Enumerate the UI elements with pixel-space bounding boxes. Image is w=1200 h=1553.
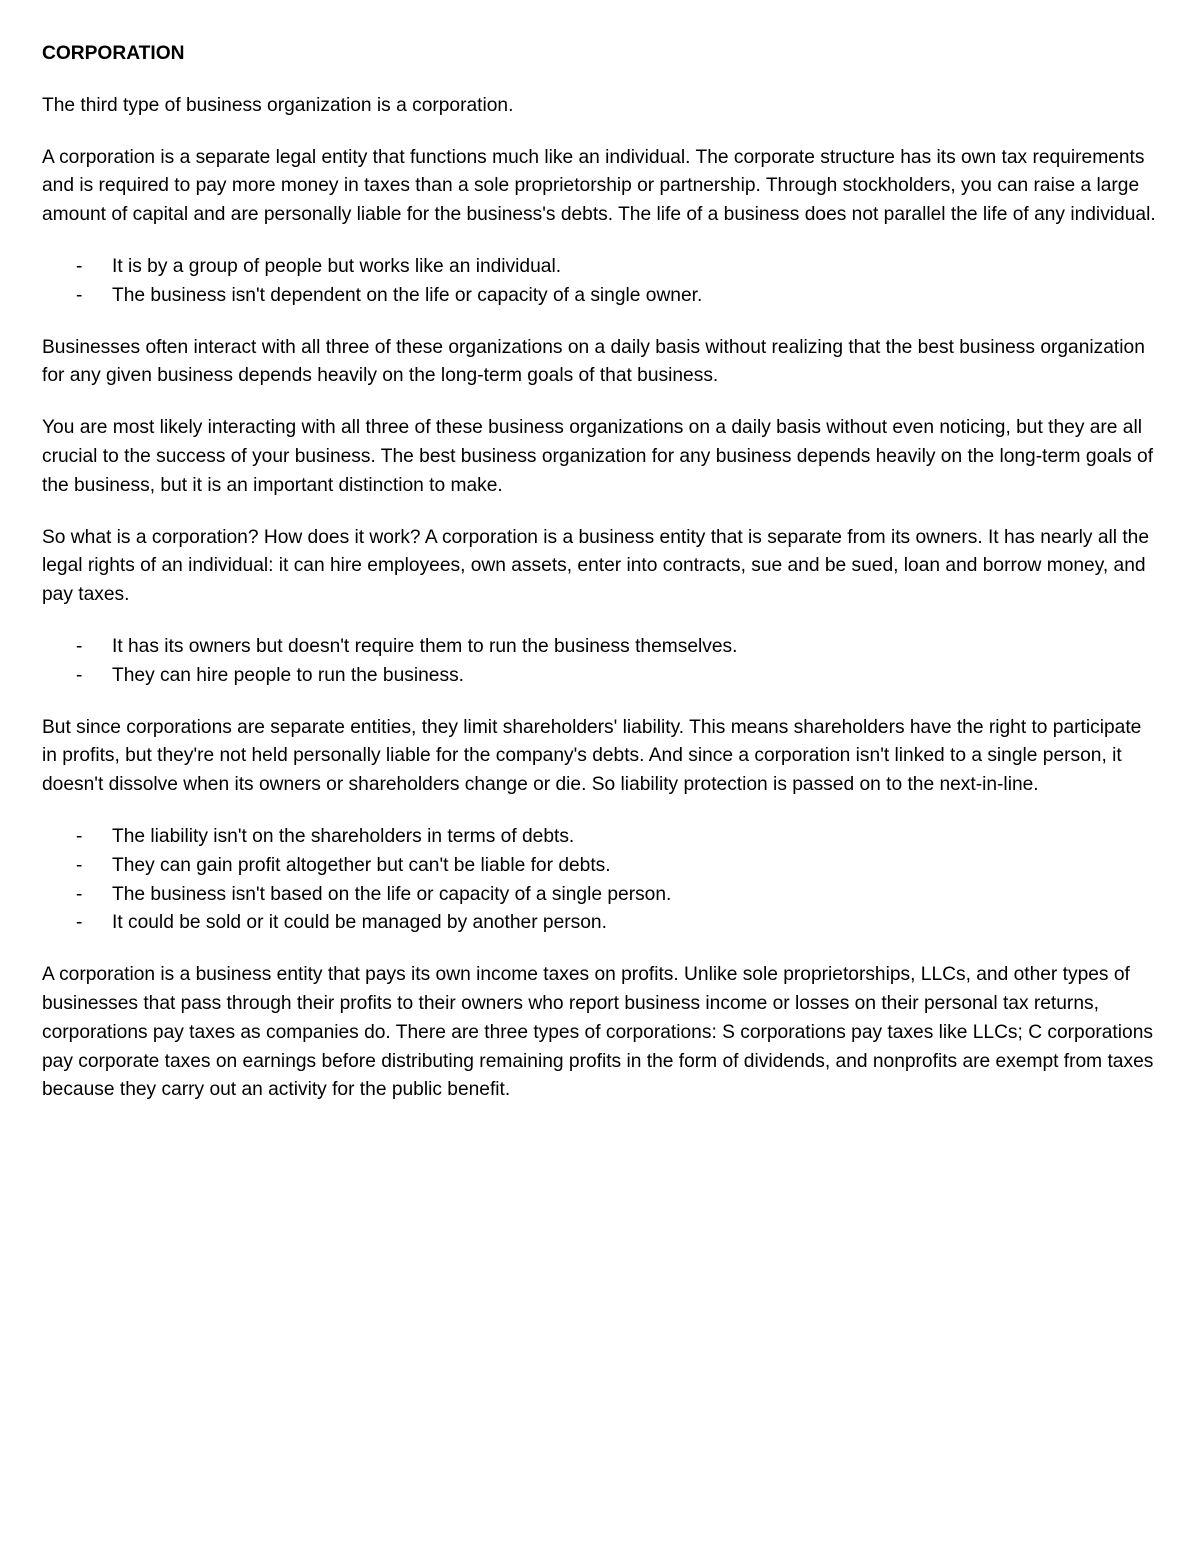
paragraph-taxes: A corporation is a business entity that pays its own income taxes on profits. Unlike sole proprietorships, LLCs, and other types of businesses that pass through their profits to their owners who report business income or losses on their personal tax returns, corporations pay taxes as companies do. There are three types of corporations: S corporations pay taxes like LLCs; C corporations pay corporate taxes on earnings before distributing remaining profits in the form of dividends, and nonprofits are exempt from taxes because they carry out an activity for the public benefit. xyxy=(42,964,1154,1101)
bullet-list-3 xyxy=(42,823,1160,938)
list-item-text: They can gain profit altogether but can't be liable for debts. xyxy=(112,854,611,876)
list-item xyxy=(42,282,1160,311)
list-item-text: It could be sold or it could be managed by another person. xyxy=(112,912,607,934)
paragraph-likely: You are most likely interacting with all three of these business organizations on a daily basis without even noticing, but they are all crucial to the success of your business. The best business organization for any business depends heavily on the long-term goals of the business, but it is an important distinction to make. xyxy=(42,417,1154,496)
list-item xyxy=(42,662,1160,691)
list-item xyxy=(42,823,1160,852)
paragraph-definition: A corporation is a separate legal entity that functions much like an individual. The corporate structure has its own tax requirements and is required to pay more money in taxes than a sole proprietorship or partnership. Through stockholders, you can raise a large amount of capital and are personally liable for the business's debts. The life of a business does not parallel the life of any individual. xyxy=(42,146,1156,226)
dash-bullet-icon: - xyxy=(76,825,83,847)
list-item-text: They can hire people to run the business. xyxy=(112,664,464,686)
dash-bullet-icon: - xyxy=(76,284,83,306)
paragraph-what-is: So what is a corporation? How does it work? A corporation is a business entity that is separate from its owners. It has nearly all the legal rights of an individual: it can hire employees, own assets, enter into contracts, sue and be sued, loan and borrow money, and pay taxes. xyxy=(42,526,1150,606)
paragraph-intro: The third type of business organization is a corporation. xyxy=(42,94,514,116)
dash-bullet-icon: - xyxy=(76,255,83,277)
list-item-text: The business isn't dependent on the life or capacity of a single owner. xyxy=(112,284,703,306)
paragraph-liability: But since corporations are separate entities, they limit shareholders' liability. This means shareholders have the right to participate in profits, but they're not held personally liable for the company's debts. And since a corporation isn't linked to a single person, it doesn't dissolve when its owners or shareholders change or die. So liability protection is passed on to the next-in-line. xyxy=(42,716,1142,796)
list-item xyxy=(42,253,1160,282)
document-page xyxy=(42,40,1160,1128)
list-item xyxy=(42,881,1160,910)
paragraph-interaction: Businesses often interact with all three of these organizations on a daily basis without realizing that the best business organization for any given business depends heavily on the long-term goals of that business. xyxy=(42,336,1145,387)
dash-bullet-icon: - xyxy=(76,635,83,657)
dash-bullet-icon: - xyxy=(76,854,83,876)
document-title: CORPORATION xyxy=(42,43,185,64)
list-item-text: The liability isn't on the shareholders in terms of debts. xyxy=(112,825,575,847)
list-item xyxy=(42,852,1160,881)
bullet-list-2 xyxy=(42,633,1160,691)
list-item xyxy=(42,909,1160,938)
dash-bullet-icon: - xyxy=(76,664,83,686)
list-item-text: It is by a group of people but works like an individual. xyxy=(112,255,562,277)
list-item xyxy=(42,633,1160,662)
bullet-list-1 xyxy=(42,253,1160,311)
dash-bullet-icon: - xyxy=(76,912,83,934)
list-item-text: The business isn't based on the life or capacity of a single person. xyxy=(112,883,672,905)
list-item-text: It has its owners but doesn't require them to run the business themselves. xyxy=(112,635,738,657)
dash-bullet-icon: - xyxy=(76,883,83,905)
